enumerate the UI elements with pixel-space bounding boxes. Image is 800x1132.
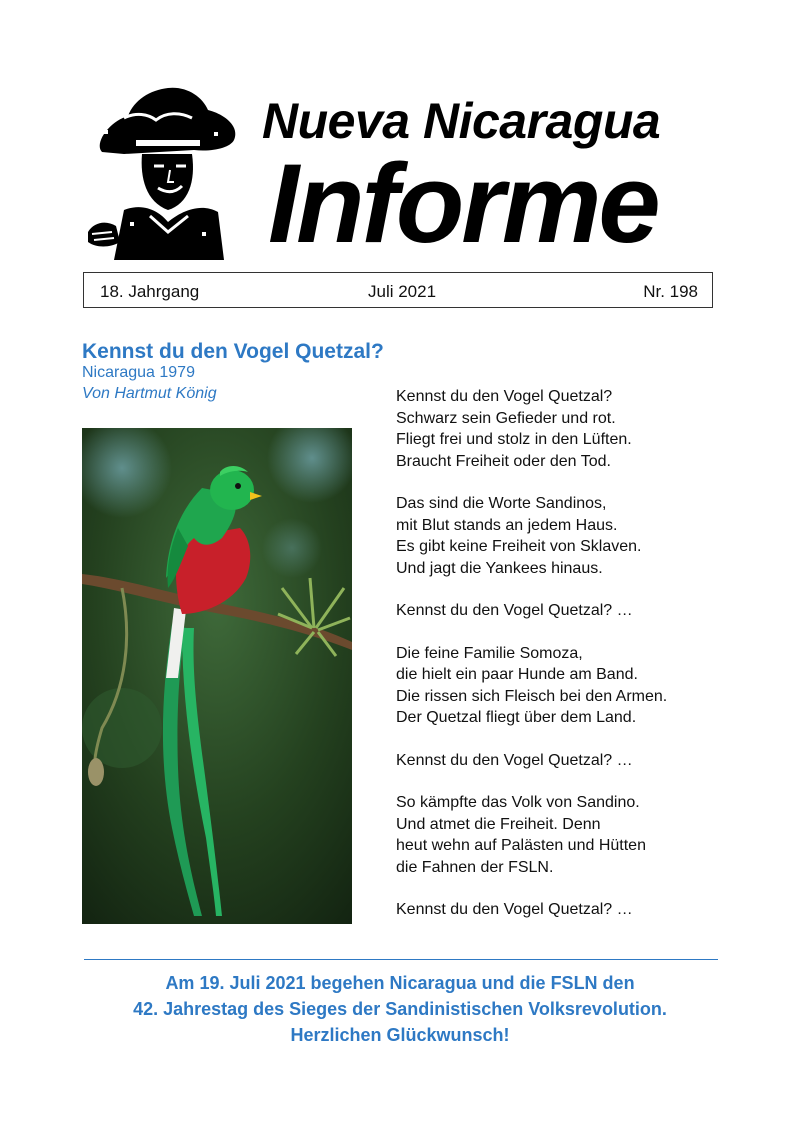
poem (396, 386, 736, 942)
poem-line: die hielt ein paar Hunde am Band. (396, 666, 638, 683)
anniversary-line-3: Herzlichen Glückwunsch! (290, 1025, 510, 1045)
issue-volume: 18. Jahrgang (100, 282, 200, 301)
poem-stanza (396, 792, 736, 878)
poem-stanza (396, 493, 736, 579)
issue-date: Juli 2021 (368, 282, 437, 301)
poem-line: heut wehn auf Palästen und Hütten (396, 837, 646, 854)
divider (84, 959, 718, 960)
article-author: Von Hartmut König (82, 385, 217, 402)
poem-line: Kennst du den Vogel Quetzal? … (396, 901, 633, 918)
issue-info-bar (83, 272, 713, 308)
poem-line: Es gibt keine Freiheit von Sklaven. (396, 538, 642, 555)
article-title: Kennst du den Vogel Quetzal? (82, 340, 384, 363)
poem-line: So kämpfte das Volk von Sandino. (396, 794, 640, 811)
poem-line: Fliegt frei und stolz in den Lüften. (396, 431, 632, 448)
masthead-title-top: Nueva Nicaragua (262, 93, 661, 149)
sandino-portrait-icon (84, 82, 250, 260)
poem-line: Braucht Freiheit oder den Tod. (396, 452, 611, 470)
poem-stanza (396, 386, 736, 472)
poem-line: mit Blut stands an jedem Haus. (396, 516, 618, 534)
article-subtitle: Nicaragua 1979 (82, 364, 195, 381)
poem-line: Kennst du den Vogel Quetzal? (396, 388, 613, 405)
masthead-title-main: Informe (268, 141, 658, 266)
quetzal-bird-photo (82, 428, 352, 924)
poem-stanza (396, 643, 736, 729)
poem-refrain (396, 600, 736, 622)
poem-line: Kennst du den Vogel Quetzal? … (396, 751, 633, 769)
poem-line: Schwarz sein Gefieder und rot. (396, 409, 616, 427)
anniversary-message (60, 970, 740, 1048)
anniversary-line-1: Am 19. Juli 2021 begehen Nicaragua und die FSLN den (165, 973, 635, 993)
poem-line: Und atmet die Freiheit. Denn (396, 815, 601, 833)
poem-line: Der Quetzal fliegt über dem Land. (396, 709, 637, 726)
poem-line: Das sind die Worte Sandinos, (396, 495, 607, 512)
issue-number: Nr. 198 (643, 282, 698, 301)
poem-line: Die rissen sich Fleisch bei den Armen. (396, 687, 668, 705)
poem-line: die Fahnen der FSLN. (396, 858, 554, 876)
poem-line: Die feine Familie Somoza, (396, 644, 583, 662)
poem-refrain (396, 750, 736, 772)
poem-line: Kennst du den Vogel Quetzal? … (396, 602, 633, 619)
poem-refrain (396, 899, 736, 921)
poem-line: Und jagt die Yankees hinaus. (396, 559, 603, 577)
anniversary-line-2: 42. Jahrestag des Sieges der Sandinistischen Volksrevolution. (133, 999, 667, 1019)
